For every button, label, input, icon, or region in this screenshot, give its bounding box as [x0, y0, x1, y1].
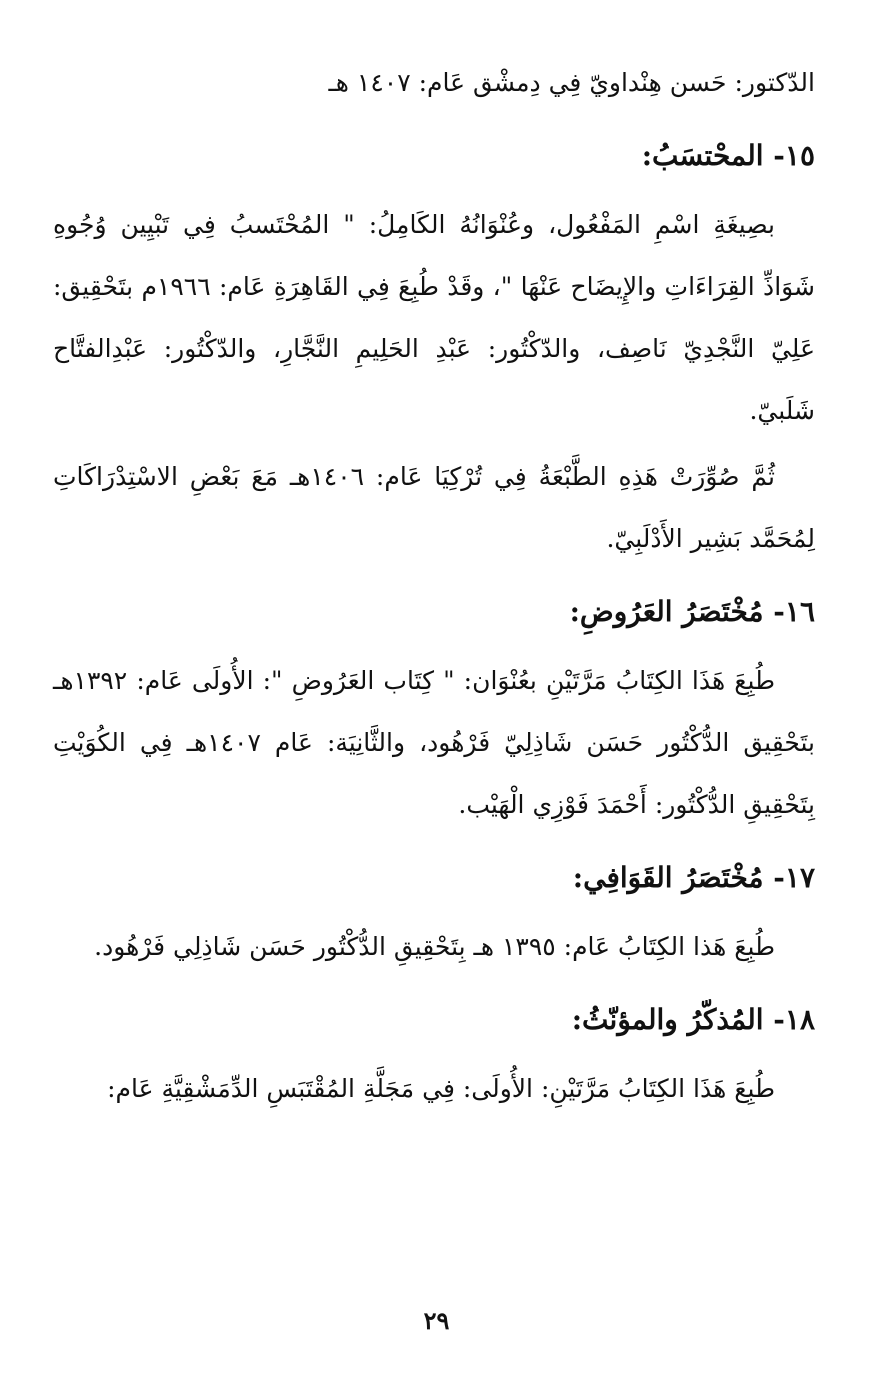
- section-heading-15: ١٥- المحْتسَبُ:: [641, 139, 815, 172]
- page-body: [53, 52, 815, 1124]
- section-heading-18: ١٨- المُذكّرُ والمؤنّثُ:: [571, 1003, 815, 1036]
- section-15-paragraph-2: ثُمَّ صُوِّرَتْ هَذِهِ الطَّبْعَةُ فِي تُرْكِيَا عَام: ١٤٠٦هـ مَعَ بَعْضِ الاسْتِدْرَاكَاتِ لِمُحَمَّد بَشِير الأَدْلَبِيّ.: [53, 462, 815, 553]
- section-heading-17: ١٧- مُخْتَصَرُ القَوَافِي:: [572, 861, 815, 894]
- section-15-paragraph-1: بصِيغَةِ اسْمِ المَفْعُول، وعُنْوَانُهُ الكَامِلُ: " المُحْتَسبُ فِي تَبْيِين وُجُوهِ شَوَاذِّ القِرَاءَاتِ والإِيضَاح عَنْهَا "، وقَدْ طُبِعَ فِي القَاهِرَةِ عَام: ١٩٦٦م بتَحْقِيق: عَلِيّ النَّجْدِيّ نَاصِف، والدّكْتُور: عَبْدِ الحَلِيمِ النَّجَّارِ، والدّكْتُور: عَبْدِالفتَّاح شَلَبيّ.: [53, 210, 815, 425]
- section-heading-16: ١٦- مُخْتَصَرُ العَرُوضِ:: [569, 595, 815, 628]
- continuation-line: الدّكتور: حَسن هِنْداويّ فِي دِمشْق عَام: ١٤٠٧ هـ: [328, 68, 815, 97]
- page-number: ٢٩: [423, 1306, 450, 1335]
- section-16-paragraph-1: طُبِعَ هَذَا الكِتَابُ مَرَّتَيْنِ بعُنْوَان: " كِتَاب العَرُوضِ ": الأُولَى عَام: ١٣٩٢هـ بتَحْقِيق الدُّكْتُور حَسَن شَاذِلِيّ فَرْهُود، والثَّانِيَة: عَام ١٤٠٧هـ فِي الكُوَيْتِ بِتَحْقِيقِ الدُّكْتُور: أَحْمَدَ فَوْزِي الْهَيْب.: [53, 666, 815, 819]
- section-18-paragraph-1: طُبِعَ هَذَا الكِتَابُ مَرَّتَيْنِ: الأُولَى: فِي مَجَلَّةِ المُقْتَبَسِ الدِّمَشْقِيَّةِ عَام:: [107, 1074, 775, 1103]
- section-17-paragraph-1: طُبِعَ هَذا الكِتَابُ عَام: ١٣٩٥ هـ بِتَحْقِيقِ الدُّكْتُور حَسَن شَاذِلِي فَرْهُود.: [94, 932, 775, 961]
